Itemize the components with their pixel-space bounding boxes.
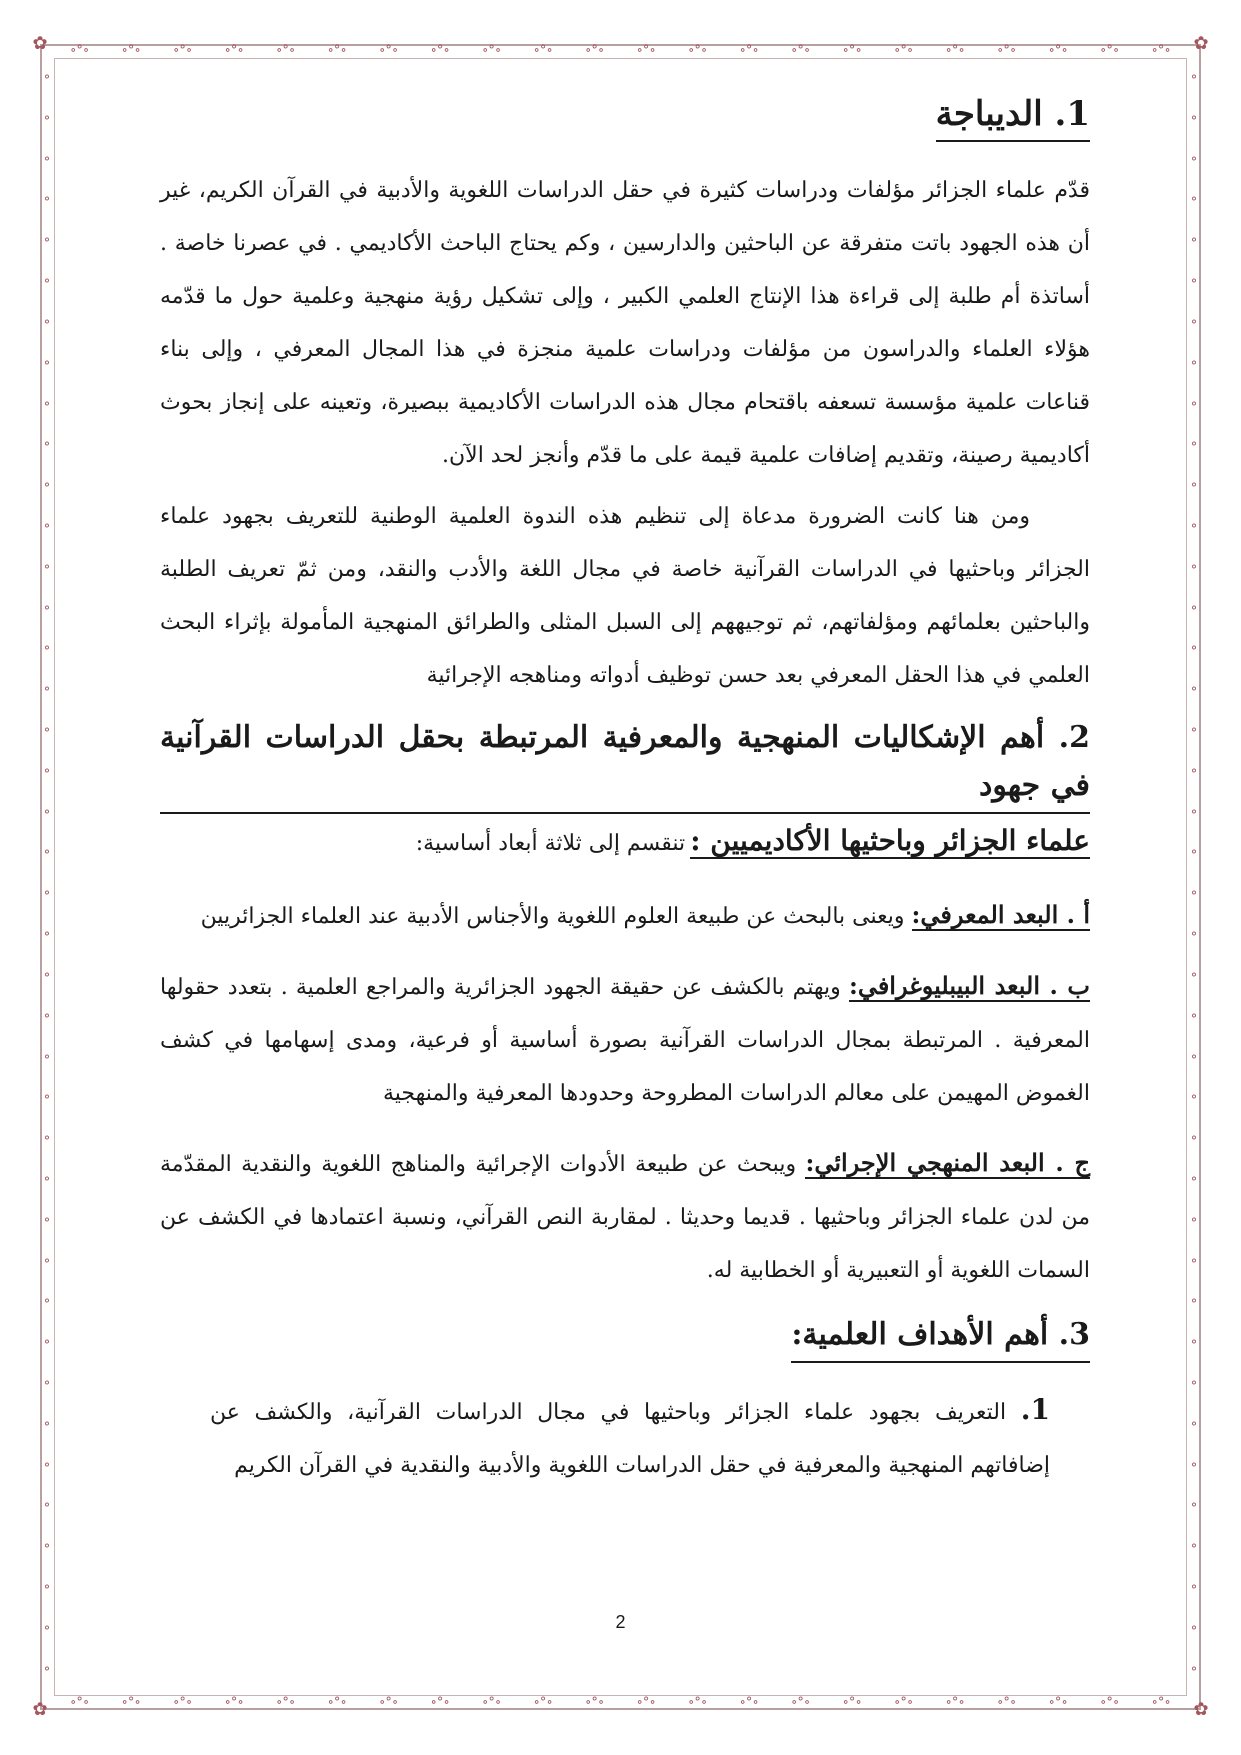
- ornament-right-column: [1186, 74, 1202, 1680]
- ornament-dots-icon: ∘°∘: [894, 1695, 914, 1710]
- ornament-dots-icon: ∘°∘: [688, 1695, 708, 1710]
- ornament-dots-icon: °: [43, 1297, 51, 1313]
- ornament-dots-icon: °: [43, 1379, 51, 1394]
- ornament-dots-icon: ∘°∘: [70, 1695, 90, 1710]
- ornament-bottom-row: [70, 1695, 1171, 1711]
- section-heading-preamble: 1. الديباجة: [936, 90, 1090, 142]
- ornament-dots-icon: ∘°∘: [430, 1695, 450, 1710]
- ornament-dots-icon: °: [1190, 195, 1198, 211]
- ornament-dots-icon: °: [43, 195, 51, 211]
- ornament-dots-icon: °: [1190, 644, 1198, 660]
- ornament-dots-icon: ∘°∘: [121, 1695, 141, 1710]
- ornament-dots-icon: °: [1190, 1052, 1198, 1068]
- ornament-dots-icon: °: [1190, 1379, 1198, 1394]
- ornament-dots-icon: °: [43, 1174, 51, 1190]
- ornament-dots-icon: ∘°∘: [1100, 1695, 1120, 1710]
- dimension-b-text: ويهتم بالكشف عن حقيقة الجهود الجزائرية والمراجع العلمية . بتعدد حقولها المعرفية . المرتبطة بمجال الدراسات القرآنية بصورة أساسية أو فرعية، ومدى إسهامها في كشف الغموض المهيمن على معالم الدراسات المطروحة وحدودها المعرفية والمنهجية: [160, 975, 1090, 1106]
- ornament-dots-icon: ∘°∘: [842, 1695, 862, 1710]
- ornament-dots-icon: °: [43, 277, 51, 293]
- ornament-dots-icon: °: [43, 1052, 51, 1068]
- dimension-a-text: ويعنى بالبحث عن طبيعة العلوم اللغوية والأجناس الأدبية عند العلماء الجزائريين: [200, 904, 905, 929]
- ornament-dots-icon: °: [43, 807, 51, 823]
- ornament-dots-icon: °: [1190, 930, 1198, 946]
- dimension-a-label: أ . البعد المعرفي:: [911, 900, 1090, 929]
- ornament-dots-icon: °: [43, 603, 51, 619]
- section-heading-goals: 3. أهم الأهداف العلمية:: [791, 1311, 1090, 1363]
- section-problems-intro: تنقسم إلى ثلاثة أبعاد أساسية:: [415, 831, 686, 856]
- ornament-dots-icon: ∘°∘: [379, 43, 399, 58]
- ornament-dots-icon: ∘°∘: [173, 43, 193, 58]
- ornament-dots-icon: ∘°∘: [327, 43, 347, 58]
- ornament-dots-icon: ∘°∘: [379, 1695, 399, 1710]
- ornament-dots-icon: ∘°∘: [1100, 43, 1120, 58]
- ornament-dots-icon: °: [43, 521, 51, 537]
- ornament-dots-icon: °: [43, 481, 51, 497]
- ornament-dots-icon: °: [1190, 1215, 1198, 1231]
- ornament-dots-icon: ∘°∘: [791, 1695, 811, 1710]
- ornament-top-row: [70, 43, 1171, 59]
- section-heading-problems-line1: 2. أهم الإشكاليات المنهجية والمعرفية المرتبطة بحقل الدراسات القرآنية في جهود: [160, 714, 1090, 814]
- ornament-dots-icon: °: [1190, 317, 1198, 333]
- ornament-dots-icon: ∘°∘: [1151, 43, 1171, 58]
- dimension-c-text: ويبحث عن طبيعة الأدوات الإجرائية والمناهج اللغوية والنقدية المقدّمة من لدن علماء الجزائر وباحثيها . قديما وحديثا . لمقاربة النص القرآني، ونسبة اعتمادها في الكشف عن السمات اللغوية أو التعبيرية أو الخطابية له.: [160, 1152, 1090, 1283]
- ornament-dots-icon: ∘°∘: [688, 43, 708, 58]
- ornament-dots-icon: ∘°∘: [636, 43, 656, 58]
- ornament-dots-icon: °: [43, 644, 51, 660]
- ornament-dots-icon: °: [1190, 1297, 1198, 1313]
- ornament-dots-icon: ∘°∘: [327, 1695, 347, 1710]
- ornament-dots-icon: ∘°∘: [739, 43, 759, 58]
- ornament-dots-icon: ∘°∘: [70, 43, 90, 58]
- ornament-dots-icon: °: [43, 1623, 51, 1639]
- ornament-dots-icon: °: [43, 154, 51, 170]
- ornament-dots-icon: ∘°∘: [482, 1695, 502, 1710]
- ornament-corner-icon: ✿: [1193, 33, 1209, 54]
- ornament-dots-icon: °: [1190, 1460, 1198, 1476]
- ornament-dots-icon: ∘°∘: [224, 1695, 244, 1710]
- page-content: [160, 90, 1090, 1492]
- page-number: 2: [615, 1612, 626, 1632]
- ornament-dots-icon: °: [43, 1093, 51, 1109]
- ornament-dots-icon: °: [1190, 74, 1198, 88]
- ornament-dots-icon: °: [43, 1542, 51, 1558]
- ornament-dots-icon: °: [43, 562, 51, 578]
- ornament-dots-icon: °: [43, 1583, 51, 1599]
- ornament-dots-icon: ∘°∘: [1048, 43, 1068, 58]
- ornament-dots-icon: ∘°∘: [945, 1695, 965, 1710]
- preamble-paragraph-2: ومن هنا كانت الضرورة مدعاة إلى تنظيم هذه الندوة العلمية الوطنية للتعريف بجهود علماء الجزائر وباحثيها في الدراسات القرآنية خاصة في مجال اللغة والأدب والنقد، ومن ثمّ تعريف الطلبة والباحثين بعلمائهم ومؤلفاتهم، ثم توجيههم إلى السبل المثلى والطرائق المنهجية المأمولة بإثراء البحث العلمي في هذا الحقل المعرفي بعد حسن توظيف أدواته ومناهجه الإجرائية: [160, 504, 1090, 688]
- ornament-dots-icon: °: [1190, 848, 1198, 864]
- ornament-dots-icon: °: [43, 358, 51, 374]
- ornament-dots-icon: ∘°∘: [533, 43, 553, 58]
- ornament-dots-icon: ∘°∘: [482, 43, 502, 58]
- ornament-dots-icon: °: [1190, 277, 1198, 293]
- ornament-dots-icon: °: [43, 889, 51, 905]
- ornament-dots-icon: ∘°∘: [842, 43, 862, 58]
- ornament-dots-icon: °: [1190, 807, 1198, 823]
- ornament-dots-icon: °: [1190, 113, 1198, 129]
- ornament-dots-icon: °: [1190, 1134, 1198, 1150]
- ornament-dots-icon: °: [43, 766, 51, 782]
- ornament-dots-icon: ∘°∘: [585, 1695, 605, 1710]
- ornament-dots-icon: °: [43, 930, 51, 946]
- ornament-dots-icon: °: [1190, 1583, 1198, 1599]
- ornament-dots-icon: °: [1190, 726, 1198, 741]
- ornament-dots-icon: ∘°∘: [1151, 1695, 1171, 1710]
- ornament-dots-icon: ∘°∘: [945, 43, 965, 58]
- ornament-corner-icon: ✿: [32, 1699, 48, 1720]
- ornament-dots-icon: °: [1190, 1664, 1198, 1680]
- ornament-dots-icon: °: [1190, 1542, 1198, 1558]
- preamble-paragraph-1: قدّم علماء الجزائر مؤلفات ودراسات كثيرة في حقل الدراسات اللغوية والأدبية في القرآن الكريم، غير أن هذه الجهود باتت متفرقة عن الباحثين والدارسين ، وكم يحتاج الباحث الأكاديمي . في عصرنا خاصة . أساتذة أم طلبة إلى قراءة هذا الإنتاج العلمي الكبير ، وإلى تشكيل رؤية منهجية وعلمية حول ما قدّمه هؤلاء العلماء والدراسون من مؤلفات ودراسات علمية منجزة في هذا المجال المعرفي ، وإلى بناء قناعات علمية مؤسسة تسعفه باقتحام مجال هذه الدراسات الأكاديمية ببصيرة، وتعينه على إنجاز بحوث أكاديمية رصينة، وتقديم إضافات علمية قيمة على ما قدّم وأنجز لحد الآن.: [160, 178, 1091, 468]
- ornament-dots-icon: °: [1190, 399, 1198, 415]
- ornament-dots-icon: °: [43, 399, 51, 415]
- ornament-dots-icon: °: [43, 113, 51, 129]
- ornament-dots-icon: ∘°∘: [533, 1695, 553, 1710]
- ornament-dots-icon: °: [1190, 1419, 1198, 1435]
- ornament-dots-icon: ∘°∘: [585, 43, 605, 58]
- ornament-dots-icon: °: [1190, 970, 1198, 986]
- dimension-b-item: [160, 959, 1090, 1120]
- ornament-dots-icon: °: [1190, 685, 1198, 701]
- ornament-dots-icon: ∘°∘: [276, 1695, 296, 1710]
- dimension-c-item: [160, 1136, 1090, 1297]
- ornament-dots-icon: °: [1190, 1623, 1198, 1639]
- ornament-dots-icon: ∘°∘: [791, 43, 811, 58]
- ornament-left-column: [39, 74, 55, 1680]
- goal-1-number: 1.: [1020, 1393, 1050, 1426]
- dimension-c-label: ج . البعد المنهجي الإجرائي:: [805, 1148, 1091, 1177]
- ornament-dots-icon: °: [1190, 889, 1198, 905]
- goal-1-item: [160, 1383, 1090, 1492]
- ornament-dots-icon: °: [1190, 236, 1198, 252]
- ornament-corner-icon: ✿: [32, 33, 48, 54]
- ornament-dots-icon: °: [43, 970, 51, 986]
- ornament-dots-icon: °: [43, 848, 51, 864]
- ornament-dots-icon: °: [43, 726, 51, 741]
- ornament-dots-icon: °: [1190, 1093, 1198, 1109]
- ornament-dots-icon: °: [43, 1419, 51, 1435]
- ornament-dots-icon: ∘°∘: [997, 43, 1017, 58]
- ornament-dots-icon: °: [43, 1338, 51, 1354]
- ornament-dots-icon: °: [1190, 562, 1198, 578]
- ornament-dots-icon: ∘°∘: [997, 1695, 1017, 1710]
- ornament-dots-icon: °: [1190, 481, 1198, 497]
- ornament-dots-icon: °: [43, 1460, 51, 1476]
- ornament-corner-icon: ✿: [1193, 1699, 1209, 1720]
- ornament-dots-icon: °: [1190, 521, 1198, 537]
- ornament-dots-icon: ∘°∘: [173, 1695, 193, 1710]
- ornament-dots-icon: °: [43, 317, 51, 333]
- ornament-dots-icon: °: [43, 1256, 51, 1272]
- ornament-dots-icon: °: [1190, 1011, 1198, 1027]
- ornament-dots-icon: ∘°∘: [224, 43, 244, 58]
- ornament-dots-icon: ∘°∘: [636, 1695, 656, 1710]
- dimension-a-item: [160, 888, 1090, 943]
- ornament-dots-icon: °: [43, 1134, 51, 1150]
- ornament-dots-icon: °: [1190, 1174, 1198, 1190]
- ornament-dots-icon: °: [43, 685, 51, 701]
- ornament-dots-icon: °: [1190, 766, 1198, 782]
- ornament-dots-icon: °: [1190, 358, 1198, 374]
- dimension-b-label: ب . البعد البيبليوغرافي:: [848, 971, 1090, 1000]
- ornament-dots-icon: ∘°∘: [430, 43, 450, 58]
- ornament-dots-icon: ∘°∘: [894, 43, 914, 58]
- ornament-dots-icon: ∘°∘: [1048, 1695, 1068, 1710]
- section-heading-problems-line2: علماء الجزائر وباحثيها الأكاديميين :: [690, 824, 1090, 857]
- ornament-dots-icon: °: [1190, 603, 1198, 619]
- ornament-dots-icon: °: [43, 1011, 51, 1027]
- ornament-dots-icon: °: [1190, 1501, 1198, 1517]
- ornament-dots-icon: °: [43, 74, 51, 88]
- ornament-dots-icon: ∘°∘: [121, 43, 141, 58]
- ornament-dots-icon: °: [43, 440, 51, 456]
- ornament-dots-icon: °: [43, 1664, 51, 1680]
- ornament-dots-icon: °: [1190, 440, 1198, 456]
- ornament-dots-icon: °: [1190, 154, 1198, 170]
- ornament-dots-icon: °: [43, 236, 51, 252]
- ornament-dots-icon: ∘°∘: [739, 1695, 759, 1710]
- ornament-dots-icon: °: [1190, 1338, 1198, 1354]
- goal-1-text: التعريف بجهود علماء الجزائر وباحثيها في مجال الدراسات القرآنية، والكشف عن إضافاتهم المنهجية والمعرفية في حقل الدراسات اللغوية والأدبية والنقدية في القرآن الكريم: [210, 1400, 1050, 1478]
- ornament-dots-icon: ∘°∘: [276, 43, 296, 58]
- ornament-dots-icon: °: [43, 1501, 51, 1517]
- ornament-dots-icon: °: [43, 1215, 51, 1231]
- ornament-dots-icon: °: [1190, 1256, 1198, 1272]
